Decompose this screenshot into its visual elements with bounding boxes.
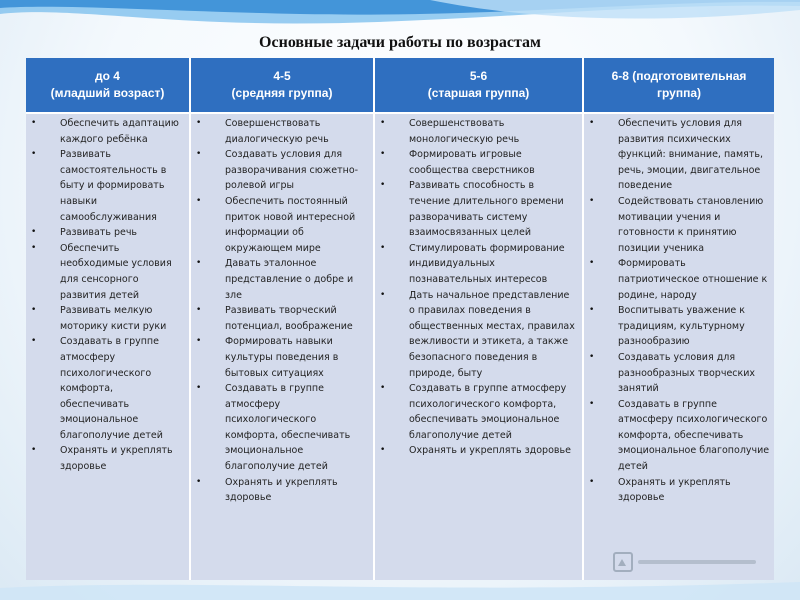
task-text: Формировать патриотическое отношение к родине, народу	[618, 258, 768, 301]
column-header-line2: (старшая группа)	[427, 86, 530, 100]
column-header-5-6	[374, 58, 583, 113]
column-header-line1: до 4	[95, 69, 120, 83]
task-item	[193, 256, 369, 303]
task-text: Охранять и укреплять здоровье	[618, 476, 731, 504]
bullet-icon: •	[31, 445, 37, 456]
task-text: Развивать самостоятельность в быту и формировать навыки самообслуживания	[60, 149, 167, 223]
column-header-under-4	[26, 58, 190, 113]
task-item	[377, 178, 578, 240]
bullet-icon: •	[31, 336, 37, 347]
bullet-icon: •	[31, 118, 37, 128]
task-text: Охранять и укреплять здоровье	[225, 476, 338, 504]
bullet-icon: •	[380, 289, 386, 300]
task-item	[193, 381, 369, 475]
column-header-6-8	[583, 58, 774, 113]
watermark-logo-icon	[612, 550, 762, 576]
task-item	[28, 147, 185, 225]
task-text: Давать эталонное представление о добре и зле	[225, 258, 354, 301]
task-item	[193, 303, 369, 334]
bullet-icon: •	[380, 242, 386, 253]
task-item	[377, 147, 578, 178]
task-text: Создавать в группе атмосферу психологического комфорта, обеспечивать эмоциональное благополучие детей	[409, 383, 567, 441]
task-text: Обеспечить адаптацию каждого ребёнка	[60, 118, 179, 145]
bullet-icon: •	[31, 149, 37, 160]
column-header-line2: (младший возраст)	[50, 86, 165, 100]
task-item	[377, 288, 578, 382]
task-text: Стимулировать формирование индивидуальных познавательных интересов	[409, 242, 565, 285]
header-row	[26, 58, 774, 113]
task-text: Создавать в группе атмосферу психологического комфорта, обеспечивать эмоциональное благополучие детей	[618, 398, 770, 473]
bullet-icon: •	[380, 118, 386, 128]
bullet-icon: •	[589, 351, 595, 362]
task-item	[377, 116, 578, 147]
bullet-icon: •	[196, 195, 202, 206]
task-text: Обеспечить постоянный приток новой интересной информации об окружающем мире	[225, 195, 356, 254]
column-header-line1: 5-6	[469, 69, 488, 83]
tasks-row	[26, 113, 774, 580]
task-item	[28, 443, 185, 474]
task-item	[586, 256, 770, 303]
task-item	[377, 241, 578, 288]
task-text: Развивать мелкую моторику кисти руки	[60, 305, 167, 332]
tasks-cell-under-4	[26, 113, 190, 580]
task-text: Развивать творческий потенциал, воображение	[225, 305, 353, 332]
task-item	[377, 443, 578, 459]
bullet-icon: •	[196, 305, 202, 316]
task-text: Совершенствовать монологическую речь	[409, 118, 520, 145]
bullet-icon: •	[31, 227, 37, 238]
bullet-icon: •	[589, 398, 595, 409]
task-list	[586, 116, 770, 506]
bullet-icon: •	[196, 336, 202, 347]
task-list	[28, 116, 185, 475]
task-text: Развивать речь	[60, 227, 138, 239]
task-list	[193, 116, 369, 506]
task-item	[586, 397, 770, 475]
column-header-4-5	[190, 58, 374, 113]
tasks-cell-5-6	[374, 113, 583, 580]
task-item	[586, 194, 770, 256]
task-text: Создавать условия для разворачивания сюжетно-ролевой игры	[225, 149, 359, 192]
bullet-icon: •	[31, 305, 37, 316]
tasks-cell-6-8	[583, 113, 774, 580]
bullet-icon: •	[380, 149, 386, 160]
bullet-icon: •	[589, 476, 595, 487]
column-header-line2: группа)	[656, 86, 701, 100]
age-tasks-table	[26, 58, 774, 580]
bullet-icon: •	[196, 258, 202, 269]
task-item	[193, 475, 369, 506]
task-item	[193, 147, 369, 194]
bullet-icon: •	[589, 118, 595, 128]
bullet-icon: •	[380, 180, 386, 191]
task-text: Дать начальное представление о правилах поведения в общественных местах, правилах вежливости и этикета, а также безопасного поведения в природе, быту	[409, 289, 575, 379]
bullet-icon: •	[380, 445, 386, 456]
bullet-icon: •	[196, 383, 202, 394]
task-text: Создавать в группе атмосферу психологического комфорта, обеспечивать эмоциональное благополучие детей	[225, 383, 351, 473]
task-item	[28, 116, 185, 147]
column-header-line2: (средняя группа)	[231, 86, 333, 100]
bullet-icon: •	[589, 305, 595, 316]
task-item	[586, 303, 770, 350]
task-text: Создавать условия для разнообразных творческих занятий	[618, 351, 756, 395]
column-header-line1: 6-8 (подготовительная	[611, 69, 747, 83]
task-item	[28, 303, 185, 334]
task-item	[193, 194, 369, 256]
task-item	[377, 381, 578, 443]
task-item	[193, 334, 369, 381]
task-item	[586, 475, 770, 506]
bullet-icon: •	[380, 383, 386, 394]
bullet-icon: •	[196, 118, 202, 128]
tasks-cell-4-5	[190, 113, 374, 580]
task-item	[586, 116, 770, 194]
task-text: Развивать способность в течение длительного времени разворачивать систему взаимосвязанных целей	[409, 180, 564, 239]
bullet-icon: •	[196, 476, 202, 487]
task-item	[586, 350, 770, 397]
task-text: Содействовать становлению мотивации учения и готовности к принятию позиции ученика	[618, 195, 764, 254]
task-text: Обеспечить условия для развития психических функций: внимание, память, речь, эмоции, двигательное поведение	[618, 118, 764, 192]
task-item	[193, 116, 369, 147]
bullet-icon: •	[31, 242, 37, 253]
task-text: Создавать в группе атмосферу психологического комфорта, обеспечивать эмоциональное благополучие детей	[60, 336, 163, 441]
task-text: Формировать навыки культуры поведения в бытовых ситуациях	[225, 336, 339, 379]
task-text: Охранять и укреплять здоровье	[409, 445, 571, 457]
task-text: Охранять и укреплять здоровье	[60, 445, 173, 473]
task-text: Воспитывать уважение к традициям, культурному разнообразию	[618, 305, 745, 348]
task-list	[377, 116, 578, 459]
task-item	[28, 334, 185, 443]
bullet-icon: •	[589, 195, 595, 206]
task-item	[28, 225, 185, 241]
task-text: Обеспечить необходимые условия для сенсорного развития детей	[60, 242, 172, 301]
page-title: Основные задачи работы по возрастам	[259, 34, 541, 51]
column-header-line1: 4-5	[273, 69, 291, 83]
task-item	[28, 241, 185, 303]
bullet-icon: •	[196, 149, 202, 160]
bullet-icon: •	[589, 258, 595, 269]
task-text: Совершенствовать диалогическую речь	[225, 118, 329, 145]
task-text: Формировать игровые сообщества сверстников	[409, 149, 535, 176]
